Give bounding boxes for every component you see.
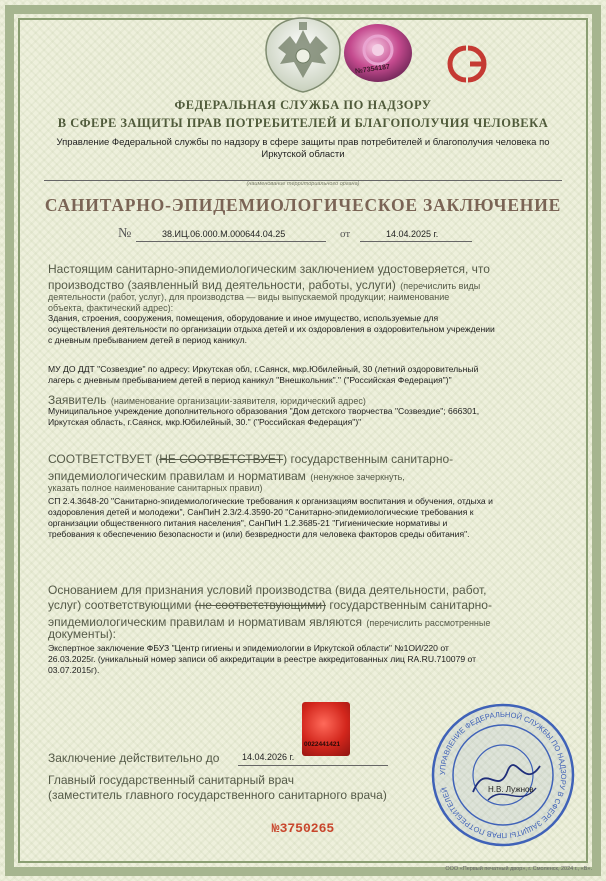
compliance-line1: СООТВЕТСТВУЕТ (НЕ СООТВЕТСТВУЕТ) государственным санитарно-	[48, 452, 454, 466]
issue-date: 14.04.2025 г.	[386, 229, 439, 239]
certificate-number: 38.ИЦ.06.000.М.000644.04.25	[162, 229, 286, 239]
sanitary-rules-line2: оздоровления детей и молодежи", СанПиН 2.3/2.4.3590-20 "Санитарно-эпидемиологические требования к	[48, 507, 474, 517]
basis-line1: Основанием для признания условий производства (вида деятельности, работ,	[48, 583, 487, 597]
number-underline	[136, 241, 326, 242]
expert-conclusion-line3: 03.07.2015г).	[48, 665, 100, 675]
from-label: от	[340, 228, 351, 240]
se-mark-logo-icon	[434, 42, 500, 86]
validity-underline	[238, 765, 388, 766]
validity-date: 14.04.2026 г.	[242, 752, 295, 762]
stamp-ring-text: УПРАВЛЕНИЕ ФЕДЕРАЛЬНОЙ СЛУЖБЫ ПО НАДЗОРУ В СФЕРЕ ЗАЩИТЫ ПРАВ ПОТРЕБИТЕЛЕЙ	[437, 709, 569, 841]
sticker-number: 0022441421	[304, 741, 341, 748]
object-address-line2: лагерь с дневным пребыванием детей в период каникул "Внешкольник"." ("Российская Федерация")"	[48, 375, 452, 385]
compliance-line2: эпидемиологическим правилам и нормативам (ненужное зачеркнуть,	[48, 469, 405, 483]
object-address-line1: МУ ДО ДДТ "Созвездие" по адресу: Иркутская обл, г.Саянск, мкр.Юбилейный, 30 (летний оздоровительный	[48, 364, 479, 374]
hologram-sticker-icon	[342, 22, 414, 84]
sanitary-rules-line3: организации общественного питания населения", СанПиН 1.2.3685-21 "Гигиенические нормативы и	[48, 518, 448, 528]
hologram-number: №7354187	[354, 63, 391, 76]
basis-line2: услуг) соответствующими (не соответствующими) государственным санитарно-	[48, 598, 492, 612]
territorial-body-caption: (наименование территориального органа)	[246, 181, 360, 187]
coat-of-arms-emblem-icon	[256, 14, 350, 96]
signatory-role-line2: (заместитель главного государственного санитарного врача)	[48, 788, 387, 802]
agency-name-line1: ФЕДЕРАЛЬНАЯ СЛУЖБА ПО НАДЗОРУ	[174, 98, 432, 112]
certifies-text-line1: Настоящим санитарно-эпидемиологическим заключением удостоверяется, что	[48, 262, 490, 276]
form-serial-number: №3750265	[271, 821, 335, 836]
compliance-line3: указать полное наименование санитарных правил)	[48, 483, 263, 493]
territorial-body-line1: Управление Федеральной службы по надзору в сфере защиты прав потребителей и благополучия человека по	[56, 137, 550, 148]
object-description-line2: осуществления деятельности по организации отдыха детей и их оздоровления в оздоровительном учреждении	[48, 324, 495, 334]
expert-conclusion-line2: 26.03.2025г. (уникальный номер записи об аккредитации в реестре аккредитованных лиц RA.RU.710079 от	[48, 654, 477, 664]
applicant-line2: Иркутская область, г.Саянск, мкр.Юбилейный, 30." ("Российская Федерация")"	[48, 417, 362, 427]
date-underline	[360, 241, 472, 242]
sanitary-rules-line1: СП 2.4.3648-20 "Санитарно-эпидемиологические требования к организациям воспитания и обучения, отдыха и	[48, 496, 493, 506]
signatory-name: Н.В. Лужнов	[488, 785, 534, 794]
printer-imprint: ООО «Первый печатный двор», г. Смоленск, 2024 г., «В».	[445, 866, 592, 872]
basis-line4: документы):	[48, 627, 116, 641]
certifies-text-line2: производство (заявленный вид деятельности, работы, услуги) (перечислить виды	[48, 278, 481, 292]
number-label: №	[118, 226, 132, 241]
territorial-body-line2: Иркутской области	[261, 149, 345, 160]
signatory-role-line1: Главный государственный санитарный врач	[48, 773, 294, 787]
certifies-text-line4: объекта, фактический адрес):	[48, 303, 174, 313]
expert-conclusion-line1: Экспертное заключение ФБУЗ "Центр гигиены и эпидемиологии в Иркутской области" №1ОИ/220 от	[48, 643, 449, 653]
certifies-text-line3: деятельности (работ, услуг), для производства — виды выпускаемой продукции; наименование	[48, 292, 450, 302]
sanitary-rules-line4: требования к обеспечению безопасности и (или) безвредности для человека факторов среды обитания".	[48, 529, 470, 539]
applicant-line1: Муниципальное учреждение дополнительного образования "Дом детского творчества "Созвездие"; 666301,	[48, 406, 480, 416]
applicant-heading: Заявитель (наименование организации-заявителя, юридический адрес)	[48, 393, 366, 407]
object-description-line1: Здания, строения, сооружения, помещения, оборудование и иное имущество, используемые для	[48, 313, 439, 323]
validity-label: Заключение действительно до	[48, 751, 220, 765]
basis-line3: эпидемиологическим правилам и нормативам являются (перечислить рассмотренные	[48, 615, 491, 629]
official-round-stamp-icon	[428, 700, 578, 850]
document-title: САНИТАРНО-ЭПИДЕМИОЛОГИЧЕСКОЕ ЗАКЛЮЧЕНИЕ	[44, 195, 562, 215]
agency-name-line2: В СФЕРЕ ЗАЩИТЫ ПРАВ ПОТРЕБИТЕЛЕЙ И БЛАГОПОЛУЧИЯ ЧЕЛОВЕКА	[57, 116, 549, 130]
object-description-line3: с дневным пребыванием детей в период каникул.	[48, 335, 248, 345]
